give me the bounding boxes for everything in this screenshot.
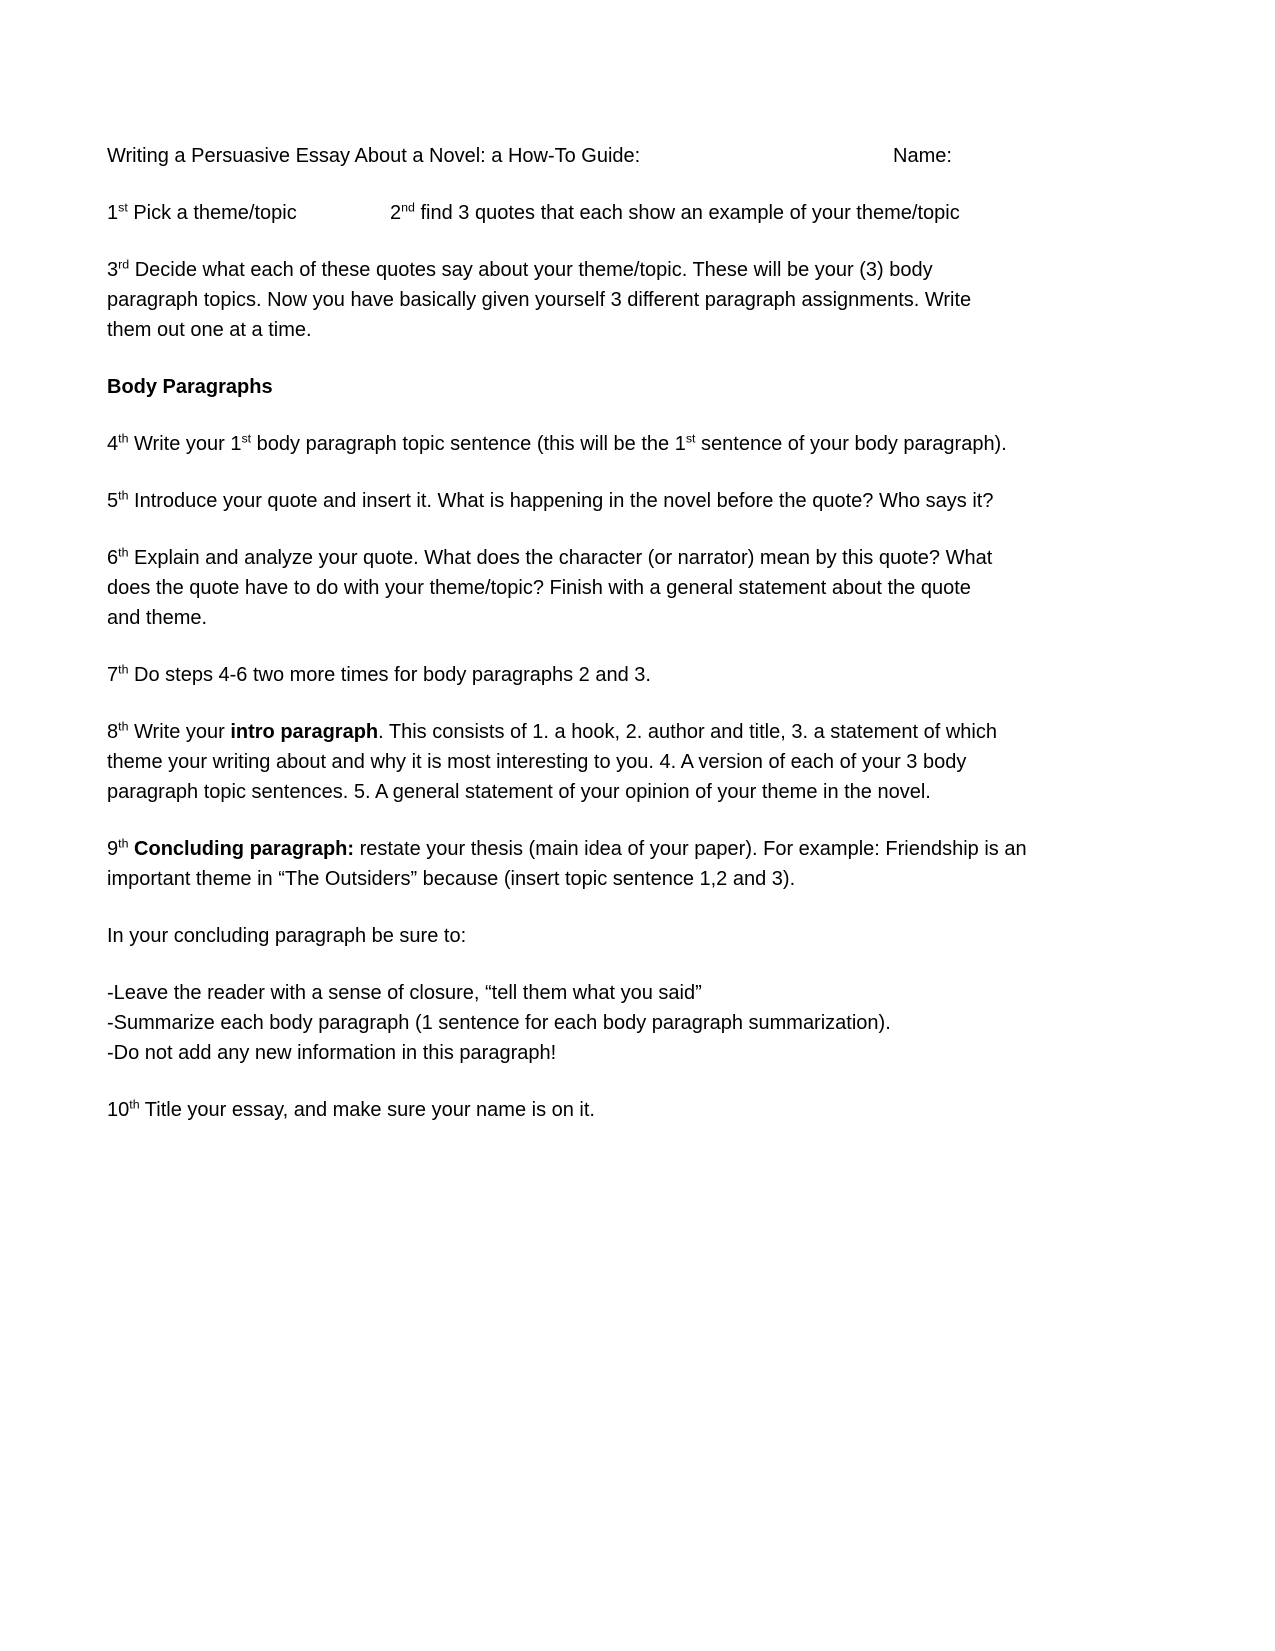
step-4-text-2: body paragraph topic sentence (this will be the [251, 433, 675, 455]
step-1 [107, 198, 390, 228]
step-8-line-2: theme your writing about and why it is most interesting to you. 4. A version of each of your 3 body [107, 751, 967, 773]
step-8-text-1: Write your [128, 721, 231, 743]
title-row [107, 141, 1225, 171]
step-3-line-2: paragraph topics. Now you have basically given yourself 3 different paragraph assignments. Write [107, 289, 972, 311]
step-5-text: Introduce your quote and insert it. What is happening in the novel before the quote? Who says it? [128, 490, 994, 512]
step-6-paragraph [107, 543, 1225, 633]
step-8-bold-intro-paragraph: intro paragraph [230, 721, 379, 743]
step-4-text-3: sentence of your body paragraph). [695, 433, 1007, 455]
step-6-ordinal: th [118, 545, 129, 560]
step-8-line-3: paragraph topic sentences. 5. A general statement of your opinion of your theme in the novel. [107, 781, 931, 803]
step-3-ordinal: rd [118, 257, 130, 272]
step-5-paragraph [107, 486, 1225, 516]
step-3-line-3: them out one at a time. [107, 319, 312, 341]
step-4-inline-ordinal-2: st [685, 431, 696, 446]
step-5-number: 5 [107, 490, 119, 512]
step-7-text: Do steps 4-6 two more times for body paragraphs 2 and 3. [128, 664, 651, 686]
step-4-ordinal: th [118, 431, 129, 446]
step-9-number: 9 [107, 838, 119, 860]
step-1-number: 1 [107, 202, 119, 224]
step-4-paragraph [107, 429, 1225, 459]
conclusion-bullet-1: -Leave the reader with a sense of closure, “tell them what you said” [107, 982, 702, 1004]
step-3-line-1: Decide what each of these quotes say about your theme/topic. These will be your (3) body [129, 259, 933, 281]
step-10-text: Title your essay, and make sure your name is on it. [139, 1099, 595, 1121]
step-6-line-1: Explain and analyze your quote. What does the character (or narrator) mean by this quote? What [128, 547, 993, 569]
step-3-number: 3 [107, 259, 119, 281]
step-9-ordinal: th [118, 836, 129, 851]
conclusion-bullet-3: -Do not add any new information in this paragraph! [107, 1042, 557, 1064]
step-9-bold-concluding-paragraph: Concluding paragraph: [134, 838, 355, 860]
step-6-number: 6 [107, 547, 119, 569]
step-2 [390, 202, 960, 224]
conclusion-bullet-2: -Summarize each body paragraph (1 sentence for each body paragraph summarization). [107, 1012, 891, 1034]
step-9-text-1: restate your thesis (main idea of your paper). For example: Friendship is an [354, 838, 1027, 860]
step-4-number: 4 [107, 433, 119, 455]
step-7-paragraph [107, 660, 1225, 690]
step-5-ordinal: th [118, 488, 129, 503]
step-7-number: 7 [107, 664, 119, 686]
conclusion-bullets [107, 978, 1225, 1068]
steps-row [107, 198, 1225, 228]
step-2-number: 2 [390, 202, 402, 224]
step-6-line-2: does the quote have to do with your theme/topic? Finish with a general statement about the quote [107, 577, 971, 599]
step-3-paragraph [107, 255, 1225, 345]
document-title: Writing a Persuasive Essay About a Novel: a How-To Guide: [107, 145, 641, 167]
conclusion-intro: In your concluding paragraph be sure to: [107, 925, 467, 947]
step-8-paragraph [107, 717, 1225, 807]
step-4-inline-number-2: 1 [674, 433, 686, 455]
step-4-inline-number-1: 1 [230, 433, 242, 455]
step-2-text: find 3 quotes that each show an example of your theme/topic [414, 202, 960, 224]
step-10-ordinal: th [129, 1097, 140, 1112]
step-4-text-1: Write your [128, 433, 231, 455]
step-10-number: 10 [107, 1099, 130, 1121]
step-8-number: 8 [107, 721, 119, 743]
step-7-ordinal: th [118, 662, 129, 677]
step-1-text: Pick a theme/topic [127, 202, 297, 224]
step-6-line-3: and theme. [107, 607, 208, 629]
step-4-inline-ordinal-1: st [241, 431, 252, 446]
name-label: Name: [893, 145, 952, 167]
step-2-ordinal: nd [401, 200, 415, 215]
step-1-ordinal: st [118, 200, 128, 215]
step-8-ordinal: th [118, 719, 129, 734]
step-8-text-2: . This consists of 1. a hook, 2. author and title, 3. a statement of which [378, 721, 997, 743]
step-9-line-2: important theme in “The Outsiders” because (insert topic sentence 1,2 and 3). [107, 868, 796, 890]
body-paragraphs-heading: Body Paragraphs [107, 376, 273, 398]
step-9-paragraph [107, 834, 1225, 894]
step-10-paragraph [107, 1095, 1225, 1125]
